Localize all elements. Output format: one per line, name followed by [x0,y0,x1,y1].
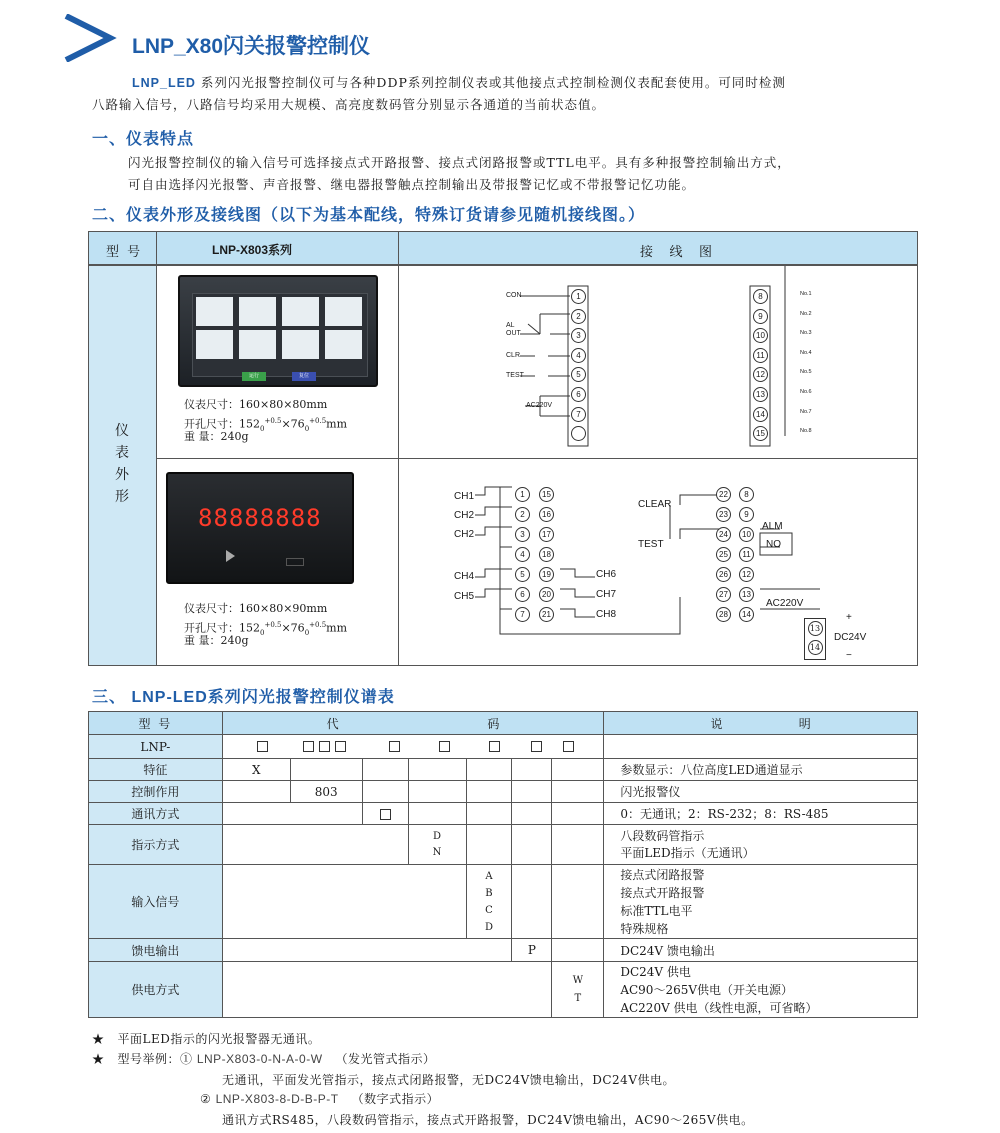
row-feature: 特征 [89,759,223,781]
terminal-13: 13 [753,387,768,402]
led-display: 88888888 [198,504,322,532]
desc-input: 接点式闭路报警 接点式开路报警 标准TTL电平 特殊规格 [604,865,918,939]
section1-line1: 闪光报警控制仪的输入信号可选择接点式开路报警、接点式闭路报警或TTL电平。具有多种报警控制输出方式， [128,155,791,170]
device2-image [166,472,354,584]
reset-button[interactable]: 复位 [292,372,316,381]
relay-label-2: No.2 [800,310,812,317]
w2-terminal-22: 22 [716,487,731,502]
relay-label-3: No.3 [800,330,812,337]
section1-line2: 可自由选择闪光报警、声音报警、继电器报警触点控制输出及带报警记忆或不带报警记忆功能。 [128,177,696,192]
terminal-6: 6 [571,387,586,402]
model-name: LNP-X803系列 [212,243,293,257]
code-feed: P [512,939,552,962]
w2-terminal-1: 1 [515,487,530,502]
section2-heading: 二、仪表外形及接线图（以下为基本配线，特殊订货请参见随机接线图。） [92,207,646,224]
code-indicator: D N [408,825,466,865]
indicator-grid [196,297,364,359]
terminal-15: 15 [753,426,768,441]
w2-terminal-25: 25 [716,547,731,562]
col-model-header: 型 号 [106,245,143,260]
terminal-12: 12 [753,367,768,382]
side-label: 仪 表 外 形 [115,423,129,505]
terminal-10: 10 [753,328,768,343]
w2-terminal-6: 6 [515,587,530,602]
w2-terminal-16: 16 [539,507,554,522]
w2-terminal-4: 4 [515,547,530,562]
w2-terminal-14: 14 [739,607,754,622]
w1-label-clr: CLR [506,352,521,359]
row-control: 控制作用 [89,781,223,803]
desc-feature: 参数显示：八位高度LED通道显示 [604,759,918,781]
w2-ch2b: CH2 [454,529,475,540]
w2-ch2a: CH2 [454,510,475,521]
code-control: 803 [290,781,362,803]
terminal-3: 3 [571,328,586,343]
w2-terminal-27: 27 [716,587,731,602]
w1-label-test: TEST [506,372,524,379]
th-model: 型 号 [89,712,223,735]
w2-terminal-3: 3 [515,527,530,542]
w2-ch8: CH8 [596,609,617,620]
w2-test: TEST [638,539,664,550]
section3-heading: 三、 LNP-LED系列闪光报警控制仪谱表 [92,689,395,706]
w2-ch1: CH1 [454,491,475,502]
code-comm [362,803,408,825]
desc-feed: DC24V 馈电输出 [604,939,918,962]
desc-indicator: 八段数码管指示 平面LED指示（无通讯） [604,825,918,865]
w2-terminal-21: 21 [539,607,554,622]
note-1: ★ 平面LED指示的闪光报警器无通讯。 [92,1032,321,1046]
code-feature: X [222,759,290,781]
w2-terminal-10: 10 [739,527,754,542]
terminal-2: 2 [571,309,586,324]
row-comm: 通讯方式 [89,803,223,825]
spec-table [88,711,918,1018]
w2-ch5: CH5 [454,591,475,602]
terminal-5: 5 [571,367,586,382]
w1-label-alout: AL OUT [506,322,521,337]
device1-image [178,275,378,387]
w2-alm: ALM [762,521,783,532]
w2-ch4: CH4 [454,571,475,582]
w2-dc24v: DC24V [834,632,867,643]
example-2-desc: 通讯方式RS485，八段数码管指示，接点式开路报警，DC24V馈电输出，AC90～265V供电。 [222,1113,754,1127]
th-code: 代 码 [222,712,604,735]
w2-plus: + [846,612,852,623]
relay-label-1: No.1 [800,291,812,297]
relay-label-8: No.8 [800,428,812,435]
w2-no: NO [766,539,781,550]
w2-ac220v: AC220V [766,598,804,609]
section1-heading: 一、仪表特点 [92,131,195,148]
w2-terminal-8: 8 [739,487,754,502]
w2-terminal-11: 11 [739,547,754,562]
desc-control: 闪光报警仪 [604,781,918,803]
w2-terminal-23: 23 [716,507,731,522]
terminal-11: 11 [753,348,768,363]
page-title: LNP_X80闪关报警控制仪 [132,35,371,58]
w2-minus: − [846,650,852,661]
relay-label-4: No.4 [800,349,812,356]
wiring-diagram-1 [400,266,916,456]
intro-line1: LNP_LED 系列闪光报警控制仪可与各种DDP系列控制仪表或其他接点式控制检测仪表配套使用。可同时检测 [132,75,786,90]
w1-label-ac220v: AC220V [526,402,553,409]
desc-power: DC24V 供电 AC90～265V供电（开关电源） AC220V 供电（线性电源，可省略） [604,962,918,1018]
terminal-7: 7 [571,407,586,422]
w2-terminal-12: 12 [739,567,754,582]
desc-comm: 0：无通讯；2：RS-232；8：RS-485 [604,803,918,825]
relay-label-7: No.7 [800,408,812,415]
w2-terminal-7: 7 [515,607,530,622]
w2-terminal-13: 13 [739,587,754,602]
w2-terminal-9: 9 [739,507,754,522]
w2-ch6: CH6 [596,569,617,580]
row-lnp: LNP- [89,735,223,759]
spec1-cutout: 开孔尺寸：$152_0^{+0.5}\times 76_0^{+0.5}mm$ [184,417,348,433]
w2-terminal-17: 17 [539,527,554,542]
row-feed: 馈电输出 [89,939,223,962]
w2-terminal-20: 20 [539,587,554,602]
example-1-desc: 无通讯，平面发光管指示，接点式闭路报警，无DC24V馈电输出，DC24V供电。 [222,1073,675,1087]
chevron-icon [64,14,118,62]
code-power: W T [552,962,604,1018]
row-input: 输入信号 [89,865,223,939]
w1-label-con: CON [506,292,522,299]
example-2: ② LNP-X803-8-D-B-P-T （数字式指示） [200,1092,440,1106]
spec2-cutout: 开孔尺寸：$152_0^{+0.5}\times 76_0^{+0.5}mm$ [184,621,348,637]
w2-terminal-26: 26 [716,567,731,582]
w2-terminal-15: 15 [539,487,554,502]
w2-terminal-5: 5 [515,567,530,582]
code-input: A B C D [466,865,512,939]
terminal-8: 8 [753,289,768,304]
spec1-weight: 重 量：240g [184,430,249,443]
spec1-size: 仪表尺寸：160×80×80mm [184,398,328,411]
w2-terminal-24: 24 [716,527,731,542]
terminal-9: 9 [753,309,768,324]
w2-terminal-2: 2 [515,507,530,522]
terminal-14: 14 [753,407,768,422]
w2-clear: CLEAR [638,499,672,510]
terminal-4: 4 [571,348,586,363]
w2-terminal-28: 28 [716,607,731,622]
intro-line2: 八路输入信号，八路信号均采用大规模、高亮度数码管分别显示各通道的当前状态值。 [92,97,606,112]
row-power: 供电方式 [89,962,223,1018]
terminal-1: 1 [571,289,586,304]
w2-terminal-18: 18 [539,547,554,562]
run-button[interactable]: 运行 [242,372,266,381]
w2-ch7: CH7 [596,589,617,600]
spec2-weight: 重 量：240g [184,634,249,647]
row-indicator: 指示方式 [89,825,223,865]
w2-terminal-19: 19 [539,567,554,582]
dc-terminal-block: 13 14 [804,618,826,660]
note-2: ★ 型号举例：① LNP-X803-0-N-A-0-W （发光管式指示） [92,1052,436,1066]
relay-label-6: No.6 [800,389,812,395]
th-desc: 说 明 [604,712,918,735]
relay-label-5: No.5 [800,369,812,376]
col-wiring-header: 接 线 图 [640,245,713,260]
code-boxes [222,735,604,759]
spec2-size: 仪表尺寸：160×80×90mm [184,602,328,615]
